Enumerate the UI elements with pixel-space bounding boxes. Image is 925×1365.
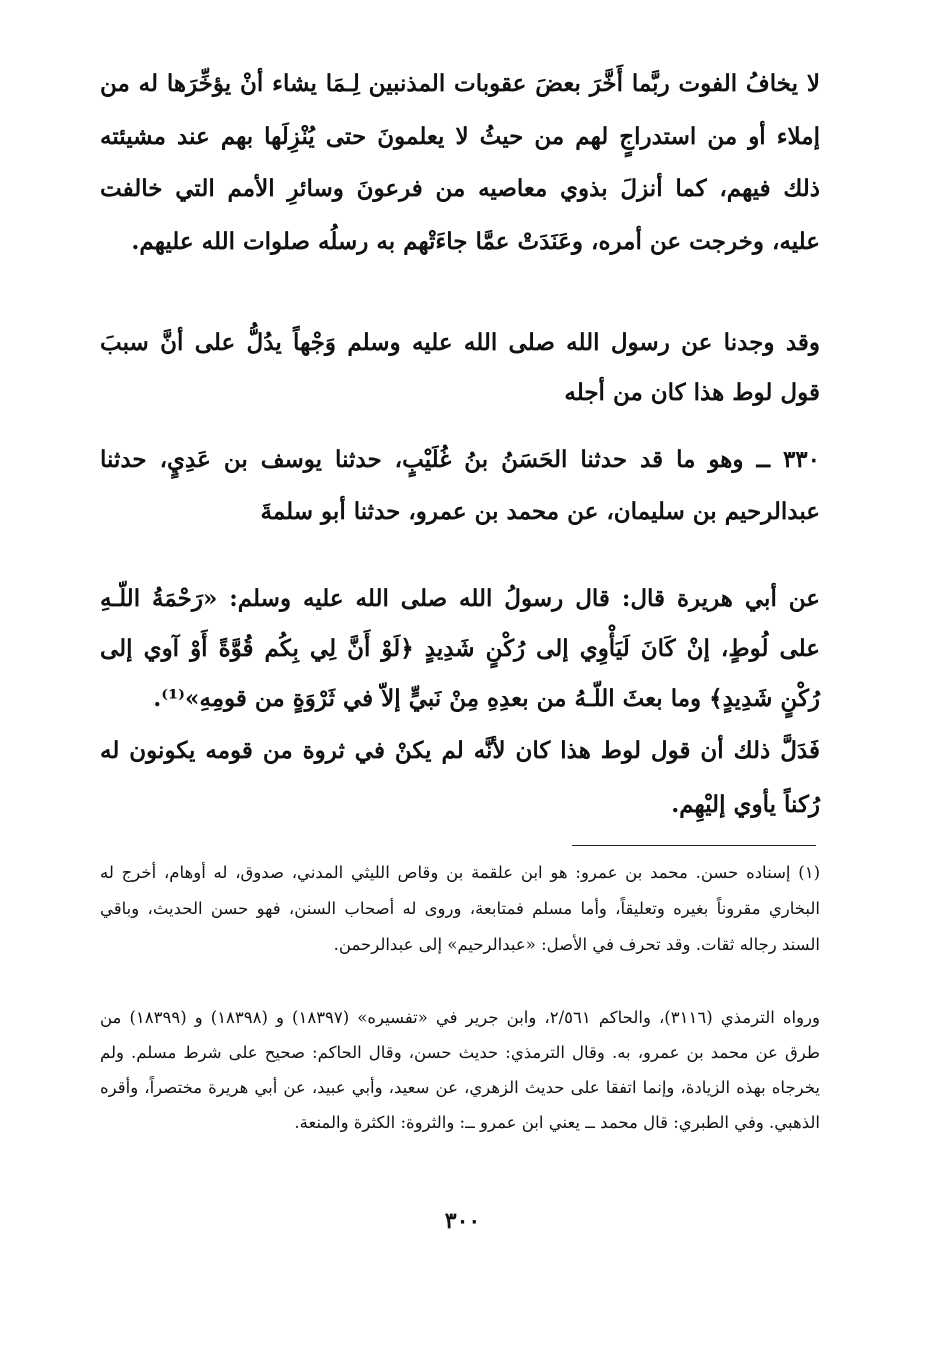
body-paragraph-2: وقد وجدنا عن رسول الله صلى الله عليه وسلم وَجْهاً يدُلُّ على أنَّ سببَ قول لوط هذا كان من أجله: [100, 329, 820, 406]
footnote-1-continuation: ورواه الترمذي (٣١١٦)، والحاكم ٢/٥٦١، وابن جرير في «تفسيره» (١٨٣٩٧) و (١٨٣٩٨) و (١٨٣٩٩) من طرق عن محمد بن عمرو، به. وقال الترمذي: حديث حسن، وقال الحاكم: صحيح على شرط مسلم. ولم يخرجاه بهذه الزيادة، وإنما اتفقا على حديث الزهري، عن سعيد، وأبي عبيد، عن أبي هريرة مختصراً، وأقره الذهبي. وفي الطبري: قال محمد ــ يعني ابن عمرو ــ: والثروة: الكثرة والمنعة.: [100, 1008, 820, 1132]
hadith-chain-paragraph: ٣٣٠ ــ وهو ما قد حدثنا الحَسَنُ بنُ غُلَيْبٍ، حدثنا يوسف بن عَدِيٍ، حدثنا عبدالرحيم بن سليمان، عن محمد بن عمرو، حدثنا أبو سلمةَ: [100, 446, 820, 525]
conclusion-paragraph: فَدَلَّ ذلك أن قول لوط هذا كان لأنَّه لم يكنْ في ثروة من قومه يكونون له رُكناً يأوي إليْهِم.: [100, 737, 820, 818]
body-paragraph-1: لا يخافُ الفوت ربَّما أَخَّرَ بعضَ عقوبات المذنبين لِـمَا يشاء أنْ يؤخِّرَها له من إملاء أو من استدراجٍ لهم من حيثُ لا يعلمونَ حتى يُنْزِلَها بهم عند مشيئته ذلك فيهم، كما أنزلَ بذوي معاصيه من فرعونَ وسائرِ الأمم التي خالفت عليه، وخرجت عن أمره، وعَنَدَتْ عمَّا جاءَتْهم به رسلُه صلوات الله عليهم.: [100, 70, 820, 255]
page-number: ٣٠٠: [444, 1208, 481, 1234]
footnote-separator: [572, 845, 816, 846]
footnote-1: (١) إسناده حسن. محمد بن عمرو: هو ابن علقمة بن وقاص الليثي المدني، صدوق، له أوهام، أخرج له البخاري مقروناً بغيره وتعليقاً، وأما مسلم فمتابعة، وروى له أصحاب السنن، فهو حسن الحديث، وباقي السند رجاله ثقات. وقد تحرف في الأصل: «عبدالرحيم» إلى عبدالرحمن.: [100, 863, 820, 954]
hadith-text-paragraph: عن أبي هريرة قال: قال رسولُ الله صلى الله عليه وسلم: «رَحْمَةُ اللّـهِ على لُوطٍ، إنْ كَانَ لَيَأْوِي إلى رُكْنٍ شَدِيدٍ ﴿لَوْ أَنَّ لِي بِكُم قُوَّةً أَوْ آوي إلى رُكْنٍ شَدِيدٍ﴾ وما بعثَ اللّـهُ من بعدِهِ مِنْ نَبيٍّ إلاّ في ثَرْوَةٍ من قومِهِ»⁽¹⁾.: [100, 585, 820, 712]
